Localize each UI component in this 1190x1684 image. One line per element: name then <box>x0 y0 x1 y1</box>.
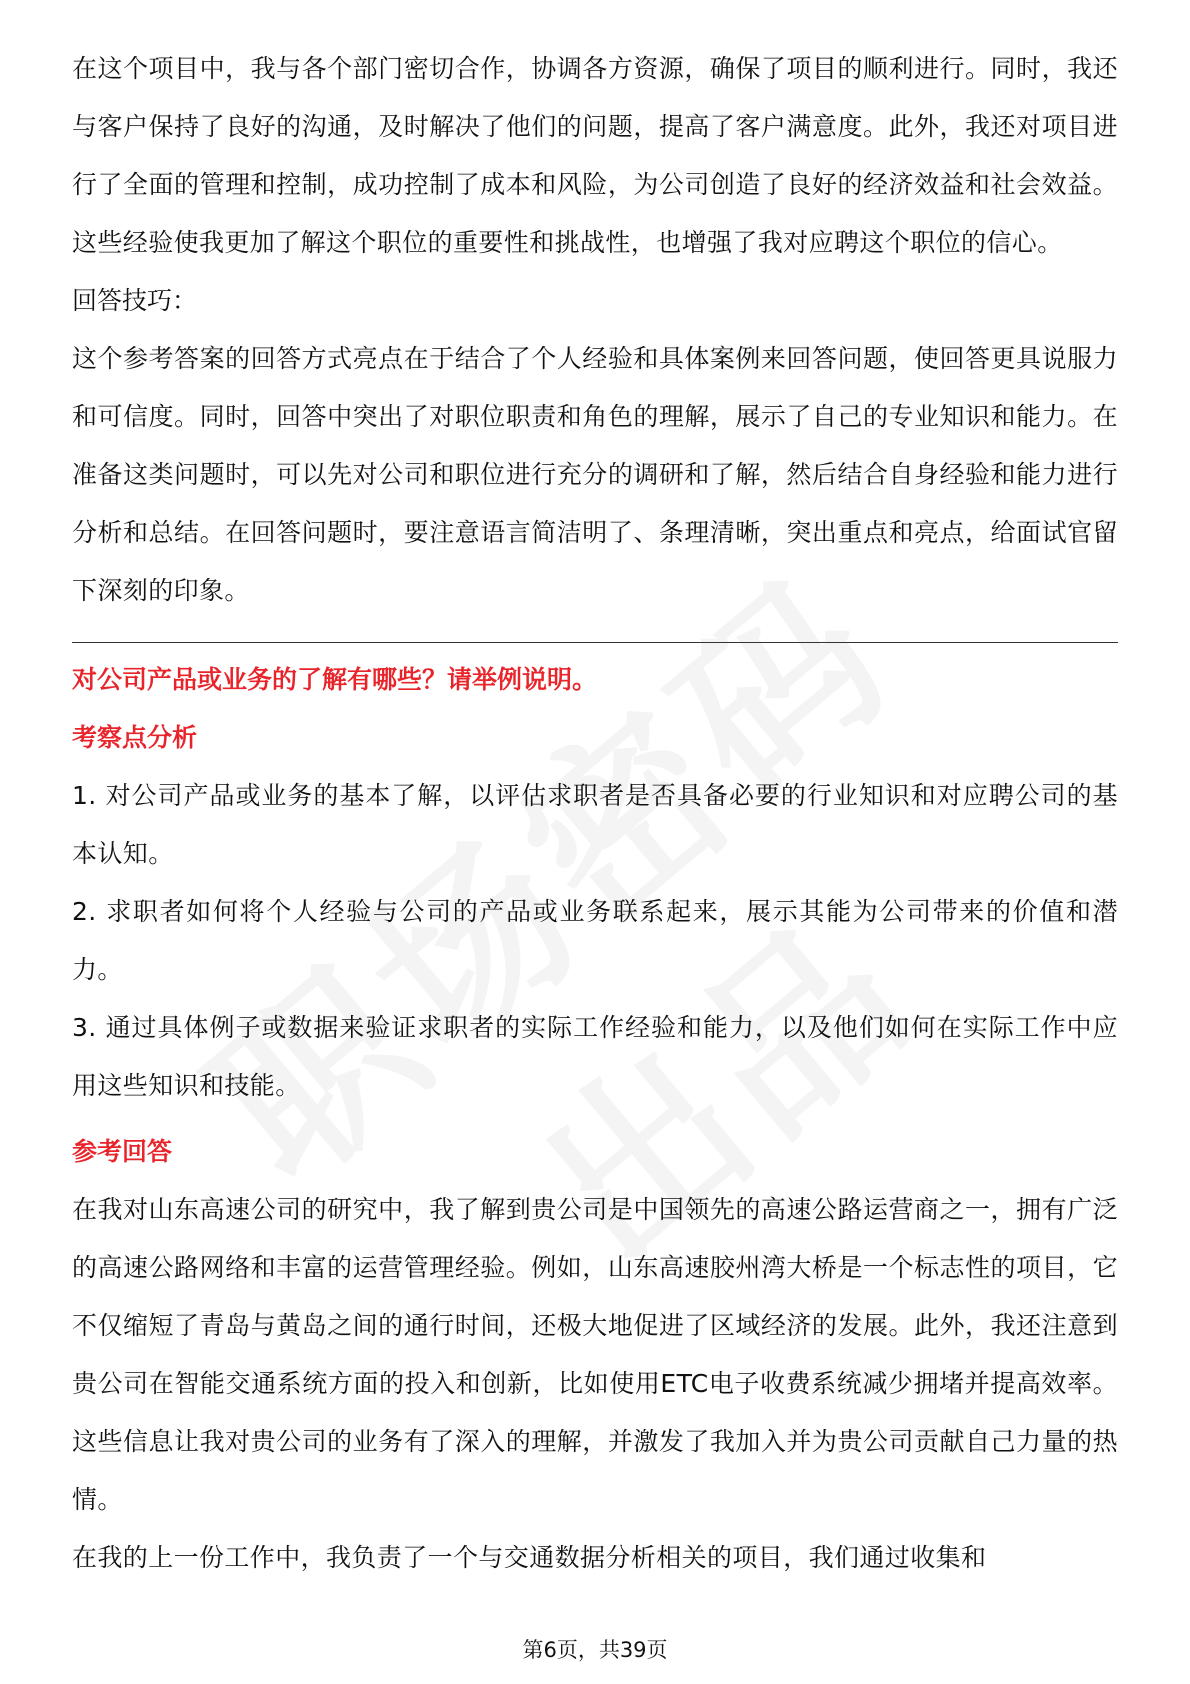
answer-paragraph-1: 在我对山东高速公司的研究中，我了解到贵公司是中国领先的高速公路运营商之一，拥有广泛的高速公路网络和丰富的运营管理经验。例如，山东高速胶州湾大桥是一个标志性的项目，它不仅缩短了青岛与黄岛之间的通行时间，还极大地促进了区域经济的发展。此外，我还注意到贵公司在智能交通系统方面的投入和创新，比如使用ETC电子收费系统减少拥堵并提高效率。这些信息让我对贵公司的业务有了深入的理解，并激发了我加入并为贵公司贡献自己力量的热情。 <box>72 1195 1118 1514</box>
tips-label: 回答技巧： <box>72 286 198 315</box>
answer-heading: 参考回答 <box>72 1137 173 1166</box>
tips-paragraph: 这个参考答案的回答方式亮点在于结合了个人经验和具体案例来回答问题，使回答更具说服力和可信度。同时，回答中突出了对职位职责和角色的理解，展示了自己的专业知识和能力。在准备这类问题时，可以先对公司和职位进行充分的调研和了解，然后结合自身经验和能力进行分析和总结。在回答问题时，要注意语言简洁明了、条理清晰，突出重点和亮点，给面试官留下深刻的印象。 <box>72 344 1118 605</box>
section-divider <box>72 642 1118 643</box>
question-title: 对公司产品或业务的了解有哪些？请举例说明。 <box>72 665 598 694</box>
intro-paragraph: 在这个项目中，我与各个部门密切合作，协调各方资源，确保了项目的顺利进行。同时，我还与客户保持了良好的沟通，及时解决了他们的问题，提高了客户满意度。此外，我还对项目进行了全面的管理和控制，成功控制了成本和风险，为公司创造了良好的经济效益和社会效益。这些经验使我更加了解这个职位的重要性和挑战性，也增强了我对应聘这个职位的信心。 <box>72 54 1118 257</box>
page-content <box>72 40 1118 1587</box>
spacer <box>72 1115 1118 1123</box>
analysis-point-3: 3. 通过具体例子或数据来验证求职者的实际工作经验和能力，以及他们如何在实际工作中应用这些知识和技能。 <box>72 1013 1118 1100</box>
page-number: 第6页，共39页 <box>522 1638 668 1662</box>
answer-paragraph-2: 在我的上一份工作中，我负责了一个与交通数据分析相关的项目，我们通过收集和 <box>72 1543 987 1572</box>
analysis-point-2: 2. 求职者如何将个人经验与公司的产品或业务联系起来，展示其能为公司带来的价值和潜力。 <box>72 897 1118 984</box>
analysis-point-1: 1. 对公司产品或业务的基本了解，以评估求职者是否具备必要的行业知识和对应聘公司的基本认知。 <box>72 781 1118 868</box>
analysis-heading: 考察点分析 <box>72 723 198 752</box>
